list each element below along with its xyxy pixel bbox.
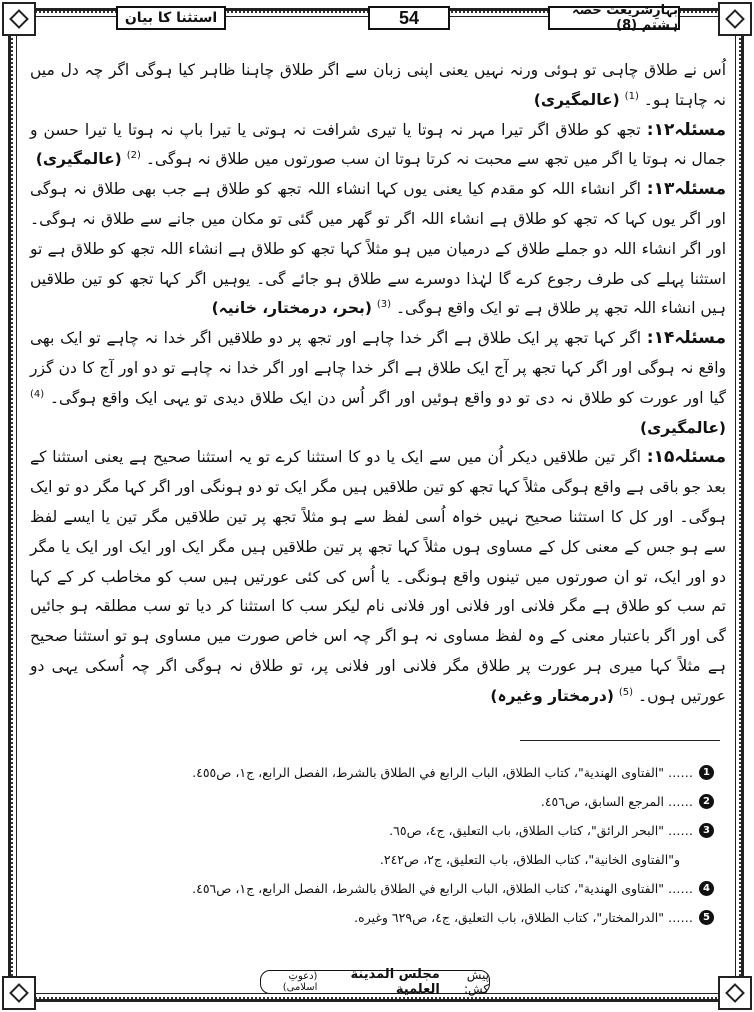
footnote xyxy=(30,816,714,845)
paragraph-text: اُس نے طلاق چاہی تو ہوئی ورنہ نہیں یعنی اپنی زبان سے اگر طلاق چاہنا ظاہر کیا ہوگی اگر چہ دل میں نہ چاہتا ہو۔ xyxy=(30,61,726,109)
chapter-title: استثنا کا بیان xyxy=(116,6,226,30)
masala-heading: مسئلہ۱۴: xyxy=(646,328,726,349)
footnote-number: 4 xyxy=(699,881,714,896)
masala-heading: مسئلہ۱۳: xyxy=(646,179,726,200)
paragraph-text: اگر کہا تجھ پر ایک طلاق ہے اگر خدا چاہے اور تجھ پر دو طلاقیں اگر خدا نہ چاہے تو ایک بھی واقع نہ ہوگی اور اگر کہا تجھ پر آج ایک طلاق ہے اگر خدا چاہے اور اگر خدا نہ چاہے تو دو اور آج کا دن گزر گیا اور عورت کو طلاق نہ دی تو دو واقع ہوئیں اور اگر اُس دن ایک طلاق دیدی تو یہی ایک واقع ہوگی۔ xyxy=(30,329,726,407)
publisher-footer xyxy=(260,967,490,997)
footnote-number: 2 xyxy=(699,794,714,809)
source-reference: (عالمگیری) xyxy=(35,150,122,169)
footer-organization: مجلس المدينة العلمية xyxy=(350,967,440,997)
footnote xyxy=(30,787,714,816)
footnote-marker: (3) xyxy=(376,299,392,311)
footnote xyxy=(30,874,714,903)
paragraph-text: اگر تین طلاقیں دیکر اُن میں سے ایک یا دو کا استثنا کرے تو یہ استثنا صحیح ہے یعنی استثنا کے بعد جو باقی ہے واقع ہوگی مثلاً کہا تجھ کو تین طلاقیں ہیں مگر ایک تو دو ہونگی اور اگر کہا مگر دو تو ایک ہوگی۔ اور کل کا استثنا صحیح نہیں خواہ اُسی لفظ سے ہو مثلاً تجھ پر تین طلاقیں مگر تین یا ایسے لفظ سے ہو جس کے معنی کل کے مساوی ہوں مثلاً کہا تجھ پر تین طلاقیں ہیں مگر ایک اور ایک اور ایک یا مگر دو اور ایک، تو ان صورتوں میں تینوں واقع ہونگی۔ یا اُس کی کئی عورتیں ہیں سب کو مخاطب کر کے کہا تم سب کو طلاق ہے مگر فلانی اور فلانی اور فلانی نام لیکر سب کا استثنا کر دیا تو سب مطلقہ ہو جائیں گی اور اگر باعتبار معنی کے وہ لفظ مساوی نہ ہو اگر چہ اس خاص صورت میں مساوی ہو تو استثنا صحیح ہے مثلاً کہا میری ہر عورت پر طلاق مگر فلانی اور فلانی پر، تو طلاق نہ ہوگی اگر چہ اُسکی یہی دو عورتیں ہوں۔ xyxy=(30,448,726,705)
footnote-divider xyxy=(520,740,720,741)
footnote-dots: …… xyxy=(668,910,693,925)
corner-ornament xyxy=(2,976,36,1010)
footnotes xyxy=(30,758,714,932)
paragraph xyxy=(30,56,726,116)
paragraph xyxy=(30,116,726,176)
paragraph xyxy=(30,324,726,443)
footnote-marker: (1) xyxy=(624,90,639,102)
paragraph xyxy=(30,443,726,711)
footnote-number: 3 xyxy=(699,823,714,838)
page-header xyxy=(40,4,714,34)
main-text xyxy=(30,56,726,712)
footnote xyxy=(30,758,714,787)
footnote-marker: (5) xyxy=(618,686,634,698)
paragraph-text: تجھ کو طلاق اگر تیرا مہر نہ ہوتا یا تیری شرافت نہ ہوتی یا تیرا باپ نہ ہوتا یا تیرا حسن و جمال نہ ہوتا یا اگر میں تجھ سے محبت نہ کرتا ہوتا ان سب صورتوں میں طلاق نہ ہوگی۔ xyxy=(30,120,726,169)
footnote-dots: …… xyxy=(668,794,693,809)
footnote-text: المرجع السابق، ص٤٥٦. xyxy=(540,794,664,809)
footnote-dots: …… xyxy=(668,765,693,780)
footnote-number: 1 xyxy=(699,765,714,780)
footnote-number: 5 xyxy=(699,910,714,925)
footer-presenter: پیش کش: xyxy=(463,968,489,996)
footnote-text: "الفتاوى الهندية"، كتاب الطلاق، الباب الرابع في الطلاق بالشرط، الفصل الرابع، ج١، ص٤٥٥. xyxy=(192,765,664,780)
page-number: 54 xyxy=(368,6,450,30)
footnote-text: "الفتاوى الهندية"، كتاب الطلاق، الباب الرابع في الطلاق بالشرط، الفصل الرابع، ج١، ص٤٥٦. xyxy=(192,881,664,896)
footnote xyxy=(30,903,714,932)
footnote-dots: …… xyxy=(668,823,693,838)
footnote-text: و"الفتاوى الخانية"، كتاب الطلاق، باب التعليق، ج٢، ص٢٤٢. xyxy=(379,852,680,867)
source-reference: (بحر، درمختار، خانیہ) xyxy=(211,299,372,318)
corner-ornament xyxy=(2,2,36,36)
book-title: بہارِشریعت حصہ ہشتم (8) xyxy=(548,6,680,30)
footnote-marker: (2) xyxy=(126,150,141,162)
masala-heading: مسئلہ۱۵: xyxy=(646,447,726,468)
paragraph xyxy=(30,175,726,324)
source-reference: (عالمگیری) xyxy=(533,90,620,109)
footnote-dots: …… xyxy=(668,881,693,896)
footnote-continuation xyxy=(30,845,714,874)
masala-heading: مسئلہ۱۲: xyxy=(646,119,726,140)
source-reference: (درمختار وغیرہ) xyxy=(490,686,614,705)
footnote-marker: (4) xyxy=(30,388,45,400)
footnote-text: "البحر الرائق"، كتاب الطلاق، باب التعليق، ج٤، ص٦٥. xyxy=(389,823,664,838)
source-reference: (عالمگیری) xyxy=(640,418,726,437)
footer-subtitle: (دعوتِ اسلامی) xyxy=(282,971,318,993)
footnote-text: "الدرالمختار"، كتاب الطلاق، باب التعليق، ج٤، ص٦٢٩ وغيره. xyxy=(354,910,664,925)
paragraph-text: اگر انشاء اللہ کو مقدم کیا یعنی یوں کہا انشاء اللہ تجھ کو طلاق ہے جب بھی طلاق نہ ہوگی اور اگر یوں کہا کہ تجھ کو طلاق ہے انشاء اللہ اگر تو گھر میں گئی تو مکان میں جانے سے طلاق نہ ہوگی۔ اور اگر انشاء اللہ دو جملے طلاق کے درمیان میں ہو مثلاً کہا تجھ کو طلاق ہے انشاء اللہ تجھ کو طلاق ہے تو استثنا پہلے کی طرف رجوع کرے گا لہٰذا دوسرے سے طلاق ہو جائے گی۔ یوہیں اگر کہا تجھ کو تین طلاقیں ہیں انشاء اللہ تجھ پر طلاق ہے تو ایک واقع ہوگی۔ xyxy=(30,180,726,318)
corner-ornament xyxy=(718,2,752,36)
corner-ornament xyxy=(718,976,752,1010)
